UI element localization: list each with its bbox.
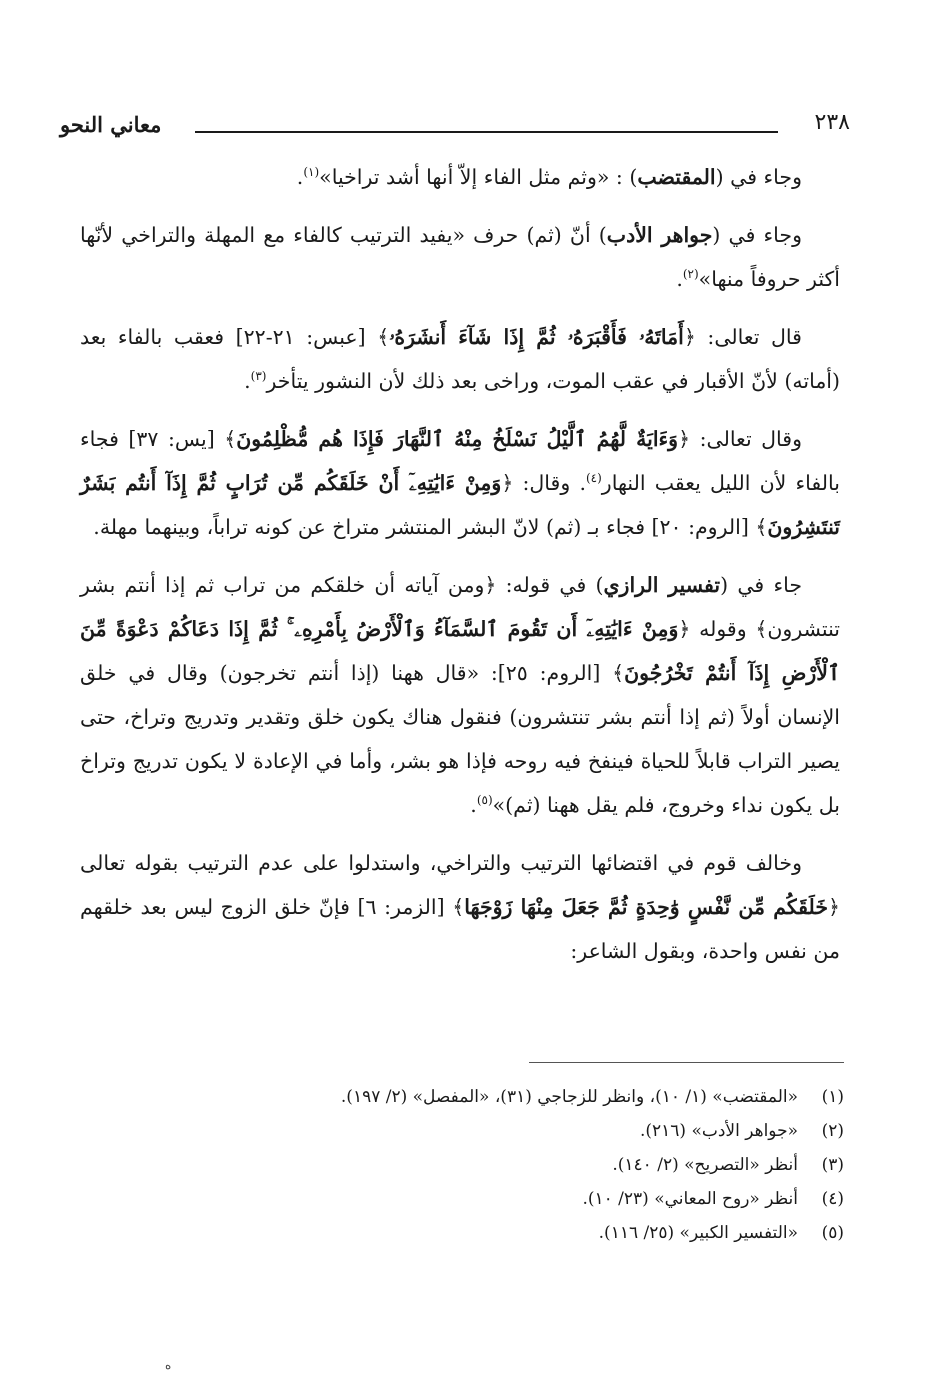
header-rule [195,131,778,133]
footnote-ref-1: (١) [303,165,320,180]
footnote-2: (٢) «جواهر الأدب» (٢١٦). [639,1121,844,1141]
paragraph-1: وجاء في (المقتضب) : «وثم مثل الفاء إلاّ أنها أشد تراخيا»$^{(١)}$. [296,165,802,189]
footnote-1: (١) «المقتضب» (١/ ١٠)، وانظر للزجاجي (٣١)، «المفصل» (٢/ ١٩٧). [340,1087,844,1107]
footnote-ref-4: (٤) [585,471,602,486]
paragraph-2: وجاء في (جواهر الأدب) أنّ (ثم) حرف «يفيد الترتيب كالفاء مع المهلة والتراخي لأنّها أكثر حروفاً منها»$^{(٢)}$. [80,223,840,291]
footnote-5: (٥) «التفسير الكبير» (٢٥/ ١١٦). [598,1223,844,1243]
footnote-4: (٤) أنظر «روح المعاني» (٢٣/ ١٠). [582,1189,844,1209]
quran-verse: وَمِنْ ءَايَٰتِهِۦٓ أَن تَقُومَ ٱلسَّمَآءُ وَٱلْأَرْضُ بِأَمْرِهِۦ ۚ ثُمَّ إِذَا دَعَاكُمْ دَعْوَةً مِّنَ ٱلْأَرْضِ إِذَآ أَنتُمْ تَخْرُجُونَ [80,617,840,685]
footnotes [224,1080,844,1250]
footnote-3: (٣) أنظر «التصريح» (٢/ ١٤٠). [612,1155,844,1175]
footnote-separator [529,1062,844,1063]
quran-verse: أَمَاتَهُۥ فَأَقْبَرَهُۥ ثُمَّ إِذَا شَآءَ أَنشَرَهُۥ [389,325,684,349]
quran-verse: وَمِنْ ءَايَٰتِهِۦٓ أَنْ خَلَقَكُم مِّن تُرَابٍ ثُمَّ إِذَآ أَنتُم بَشَرٌ تَنتَشِرُونَ [80,471,840,539]
stray-mark: ه [165,1358,172,1372]
footnote-ref-5: (٥) [476,793,493,808]
footnote-ref-2: (٢) [682,267,699,282]
main-text [80,155,840,987]
running-header [60,108,850,148]
paragraph-4: وقال تعالى: ﴿وَءَايَةٌ لَّهُمُ ٱلَّيْلُ نَسْلَخُ مِنْهُ ٱلنَّهَارَ فَإِذَا هُم مُّظْلِمُونَ﴾ [يس: ٣٧] فجاء بالفاء لأن الليل يعقب النهار$^{(٤)}$. وقال: ﴿وَمِنْ ءَايَٰتِهِۦٓ أَنْ خَلَقَكُم مِّن تُرَابٍ ثُمَّ إِذَآ أَنتُم بَشَرٌ تَنتَشِرُونَ﴾ [الروم: ٢٠] فجاء بـ (ثم) لانّ البشر المنتشر متراخ عن كونه تراباً، وبينهما مهلة. [80,427,840,539]
paragraph-6: وخالف قوم في اقتضائها الترتيب والتراخي، واستدلوا على عدم الترتيب بقوله تعالى ﴿خَلَقَكُم مِّن نَّفْسٍ وَٰحِدَةٍ ثُمَّ جَعَلَ مِنْهَا زَوْجَهَا﴾ [الزمر: ٦] فإنّ خلق الزوج ليس بعد خلقهم من نفس واحدة، وبقول الشاعر: [80,851,841,963]
page-number: ٢٣٨ [814,110,850,135]
paragraph-3: قال تعالى: ﴿أَمَاتَهُۥ فَأَقْبَرَهُۥ ثُمَّ إِذَا شَآءَ أَنشَرَهُۥ﴾ [عبس: ٢١-٢٢] فعقب بالفاء بعد (أماته) لأنّ الأقبار في عقب الموت، وراخى بعد ذلك لأن النشور يتأخر$^{(٣)}$. [80,325,840,393]
quran-verse: خَلَقَكُم مِّن نَّفْسٍ وَٰحِدَةٍ ثُمَّ جَعَلَ مِنْهَا زَوْجَهَا [464,895,828,919]
quran-verse: وَءَايَةٌ لَّهُمُ ٱلَّيْلُ نَسْلَخُ مِنْهُ ٱلنَّهَارَ فَإِذَا هُم مُّظْلِمُونَ [236,427,679,451]
paragraph-5: جاء في (تفسير الرازي) في قوله: ﴿ومن آياته أن خلقكم من تراب ثم إذا أنتم بشر تنتشرون﴾ وقوله ﴿وَمِنْ ءَايَٰتِهِۦٓ أَن تَقُومَ ٱلسَّمَآءُ وَٱلْأَرْضُ بِأَمْرِهِۦ ۚ ثُمَّ إِذَا دَعَاكُمْ دَعْوَةً مِّنَ ٱلْأَرْضِ إِذَآ أَنتُمْ تَخْرُجُونَ﴾ [الروم: ٢٥]: «قال ههنا (إذا أنتم تخرجون) وقال في خلق الإنسان أولاً (ثم إذا أنتم بشر تنتشرون) فنقول هناك يكون خلق وتقدير وتدريج وتراخ، حتى يصير التراب قابلاً للحياة فينفخ فيه روحه فإذا هو بشر، وأما في الإعادة لا يكون تدريج وتراخ بل يكون نداء وخروج، فلم يقل ههنا (ثم)»$^{(٥)}$. [80,573,841,817]
book-title: معاني النحو [60,112,162,137]
footnote-ref-3: (٣) [250,369,267,384]
